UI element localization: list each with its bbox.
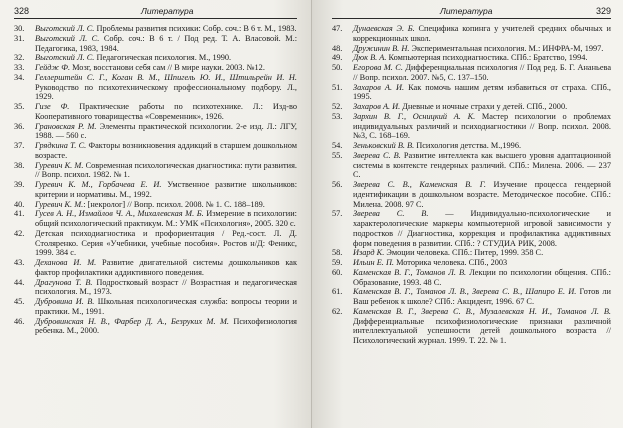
reference-text xyxy=(353,63,611,83)
reference-details: Психофизиология ребенка. М., 2000. xyxy=(35,316,297,336)
reference-item xyxy=(332,44,611,54)
reference-item xyxy=(14,122,297,142)
reference-details: Дневные и ночные страхи у детей. СПб., 2000. xyxy=(400,102,568,111)
reference-author: Гуревич К. М. xyxy=(35,199,84,209)
reference-item xyxy=(332,24,611,44)
reference-number: 42. xyxy=(14,228,25,238)
reference-item xyxy=(14,141,297,161)
reference-details: Детская психодиагностика и профориентация / Ред.-сост. Л. Д. Столяренко. Серия «Учебники, учебные пособия». Ростов н/Д: Феникс, 1999. 384 с. xyxy=(35,228,297,258)
reference-text xyxy=(35,24,297,34)
reference-item xyxy=(332,209,611,248)
reference-author: Геллерштейн С. Г., Коган В. М., Шпигель Ю. И., Штильрейн И. Н. xyxy=(35,72,297,82)
reference-text xyxy=(353,258,611,268)
reference-item xyxy=(14,200,297,210)
reference-details: Специфика копинга у учителей средних обычных и коррекционных школ. xyxy=(353,24,611,43)
reference-number: 56. xyxy=(332,180,343,189)
reference-item xyxy=(332,307,611,346)
reference-author: Грядкина Т. С. xyxy=(35,141,87,150)
reference-author: Зверева С. В. xyxy=(353,150,401,160)
reference-item xyxy=(14,161,297,181)
page-number: 328 xyxy=(14,6,30,16)
reference-number: 36. xyxy=(14,121,25,131)
reference-author: Захаров А. И. xyxy=(353,102,401,111)
reference-author: Зеньковский В. В. xyxy=(353,141,415,150)
reference-text xyxy=(35,258,297,278)
reference-number: 49. xyxy=(332,53,343,63)
reference-details: Школьная психологическая служба: вопросы теории и практики. М., 1991. xyxy=(35,297,297,316)
reference-text xyxy=(353,151,611,180)
reference-item xyxy=(14,34,297,54)
reference-details: Как помочь нашим детям избавиться от страха. СПб., 1995. xyxy=(353,82,611,102)
reference-number: 62. xyxy=(332,306,343,316)
right-page-header xyxy=(332,4,611,19)
reference-details: Психология детства. М.,1996. xyxy=(414,141,522,150)
reference-text xyxy=(353,44,611,54)
reference-number: 46. xyxy=(14,316,25,326)
reference-item xyxy=(14,317,297,337)
reference-number: 32. xyxy=(14,53,25,63)
reference-author: Гуревич К. М. xyxy=(35,160,84,170)
reference-number: 55. xyxy=(332,150,343,160)
reference-text xyxy=(353,287,611,307)
reference-author: Дюк В. А. xyxy=(353,53,387,63)
reference-number: 37. xyxy=(14,141,25,150)
reference-number: 43. xyxy=(14,258,25,267)
reference-item xyxy=(332,53,611,63)
reference-number: 41. xyxy=(14,209,25,219)
reference-text xyxy=(35,141,297,161)
reference-text xyxy=(35,53,297,63)
reference-author: Выготский Л. С. xyxy=(35,24,95,33)
reference-details: Измерение в психологии: общий психологический практикум. М.: УМК «Психология», 2005. 320 с. xyxy=(35,209,297,228)
reference-number: 45. xyxy=(14,297,25,306)
reference-author: Дубровинская Н. В., Фарбер Д. А., Безруких М. М. xyxy=(35,316,229,326)
reference-details: Готов ли Ваш ребенок к школе? СПб.: Акцидент, 1996. 67 С. xyxy=(353,287,611,306)
reference-number: 57. xyxy=(332,209,343,219)
reference-text xyxy=(353,24,611,44)
reference-item xyxy=(14,73,297,102)
reference-item xyxy=(14,258,297,278)
reference-item xyxy=(14,102,297,122)
running-title: Литература xyxy=(440,6,493,16)
reference-details: — Индивидуально-психологические и характерологические маркеры компьютерной игровой зависимости у подростков // Диагностика, коррекция и профилактика аддиктивных форм поведения в развитии. СПб.: ? СТУДИА РИК, 2008. xyxy=(353,209,611,248)
reference-author: Зверева С. В., Каменская В. Г. xyxy=(353,180,486,189)
reference-author: Егорова М. С. xyxy=(353,63,403,72)
reference-number: 44. xyxy=(14,277,25,287)
reference-details: Собр. соч.: В 6 т. / Под ред. Т. А. Власовой. М.: Педагогика, 1983, 1984. xyxy=(35,33,298,53)
reference-text xyxy=(35,278,297,298)
reference-details: Мозг, восстанови себя сам // В мире науки. 2003. №12. xyxy=(70,63,265,72)
reference-number: 40. xyxy=(14,199,25,209)
reference-text xyxy=(35,63,297,73)
reference-number: 58. xyxy=(332,248,343,258)
reference-number: 30. xyxy=(14,24,25,33)
left-page-header xyxy=(14,4,297,19)
reference-number: 48. xyxy=(332,43,343,53)
reference-item xyxy=(14,297,297,317)
page-number: 329 xyxy=(595,6,611,16)
reference-item xyxy=(14,209,297,229)
reference-item xyxy=(332,102,611,112)
running-title: Литература xyxy=(141,6,194,16)
reference-item xyxy=(332,258,611,268)
reference-details: Умственное развитие школьников: критерии и нормативы. М., 1992. xyxy=(35,180,297,199)
reference-number: 53. xyxy=(332,111,343,121)
reference-number: 31. xyxy=(14,33,25,43)
reference-text xyxy=(35,297,297,317)
reference-details: : [некролог] // Вопр. психол. 2008. № 1. С. 188–189. xyxy=(83,199,265,209)
reference-author: Выготский Л. С. xyxy=(35,53,95,63)
reference-text xyxy=(353,248,611,258)
reference-number: 34. xyxy=(14,72,25,82)
reference-text xyxy=(35,122,297,142)
right-page xyxy=(312,0,623,428)
reference-item xyxy=(332,268,611,288)
reference-details: Руководство по психотехническому профессиональному подбору. Л., 1929. xyxy=(35,82,297,102)
reference-number: 38. xyxy=(14,160,25,170)
reference-details: Компьютерная психодиагностика. СПб.: Братство, 1994. xyxy=(386,53,588,63)
reference-text xyxy=(353,102,611,112)
reference-details: Изучение процесса гендерной идентификации в дошкольном возрасте. Методическое пособие. СПб.: Милена. 2008. 97 С. xyxy=(353,180,611,209)
reference-number: 54. xyxy=(332,141,343,150)
reference-details: Элементы практической психологии. 2-е изд. Л.: ЛГУ, 1988. — 560 с. xyxy=(35,121,297,141)
reference-details: Мастер психологии о проблемах индивидуальных различий и психодиагностики // Вопр. психол. 2008. №3, С. 168–169. xyxy=(353,111,612,141)
reference-details: Факторы возникновения аддикций в старшем дошкольном возрасте. xyxy=(35,141,297,160)
reference-number: 61. xyxy=(332,287,343,297)
reference-text xyxy=(35,209,297,229)
reference-text xyxy=(35,229,297,258)
reference-details: Дифференциальные психофизиологические признаки различной интеллектуальной успешности детей дошкольного возраста // Психологический журнал. 1999. Т. 22. № 1. xyxy=(353,316,611,345)
reference-details: Эмоции человека. СПб.: Питер, 1999. 358 С. xyxy=(384,248,544,258)
reference-text xyxy=(35,34,297,54)
reference-details: Моторика человека. СПб., 2003 xyxy=(394,258,508,267)
reference-details: Педагогическая психология. М., 1990. xyxy=(94,53,232,63)
reference-author: Дунаевская Э. Б. xyxy=(353,24,415,33)
reference-author: Каменская В. Г., Томанов Л. В., Зверева С. В., Шапиро Е. И. xyxy=(353,287,577,297)
reference-author: Гуревич К. М., Горбачева Е. И. xyxy=(35,180,162,189)
reference-number: 47. xyxy=(332,24,343,33)
reference-number: 39. xyxy=(14,180,25,189)
reference-item xyxy=(14,24,297,34)
reference-author: Дубровина И. В. xyxy=(35,297,95,306)
reference-text xyxy=(353,268,611,288)
reference-item xyxy=(14,229,297,258)
reference-item xyxy=(332,83,611,103)
reference-text xyxy=(35,73,297,102)
reference-details: Проблемы развития психики: Собр. соч.: В 6 т. М., 1983. xyxy=(94,24,297,33)
reference-number: 59. xyxy=(332,258,343,267)
reference-author: Каменская В. Г., Зверева С. В., Музалевская Н. И., Томанов Л. В. xyxy=(353,306,611,316)
reference-details: Современная психологическая диагностика: пути развития. // Вопр. психол. 1982. № 1. xyxy=(35,160,297,180)
reference-text xyxy=(353,209,611,248)
reference-item xyxy=(14,53,297,63)
reference-author: Гизе Ф. xyxy=(35,102,70,111)
reference-item xyxy=(14,63,297,73)
reference-author: Гусев А. Н., Измайлов Ч. А., Михалевская М. Б. xyxy=(35,209,204,219)
reference-item xyxy=(332,151,611,180)
left-page xyxy=(0,0,311,428)
reference-item xyxy=(332,248,611,258)
reference-text xyxy=(353,112,611,141)
reference-list xyxy=(332,24,611,346)
reference-details: Дифференциальная психология // Под ред. Б. Г. Ананьева // Вопр. психол. 2007. №5, С. 137–150. xyxy=(353,63,611,82)
reference-text xyxy=(35,102,297,122)
reference-author: Ильин Е. П. xyxy=(353,258,395,267)
reference-author: Зархин В. Г., Осницкий А. К. xyxy=(353,111,476,121)
reference-details: Развитие интеллекта как высшего уровня адаптационной системы в контексте гендерных различий. СПб.: Милена. 2006. — 237 С. xyxy=(353,150,611,180)
reference-text xyxy=(353,53,611,63)
reference-item xyxy=(14,180,297,200)
reference-details: Экспериментальная психология. М.: ИНФРА-М, 1997. xyxy=(409,43,604,53)
reference-item xyxy=(332,141,611,151)
reference-item xyxy=(332,63,611,83)
reference-text xyxy=(35,200,297,210)
reference-text xyxy=(353,141,611,151)
reference-text xyxy=(353,307,611,346)
reference-author: Захаров А. И. xyxy=(353,82,405,92)
reference-text xyxy=(35,161,297,181)
reference-details: Практические работы по психотехнике. Л.: Изд-во Кооперативного товарищества «Современник», 1926. xyxy=(35,102,297,121)
reference-number: 60. xyxy=(332,267,343,277)
reference-number: 51. xyxy=(332,82,343,92)
reference-author: Каменская В. Г., Томанов Л. В. xyxy=(353,267,467,277)
reference-author: Деханова И. М. xyxy=(35,258,97,267)
reference-details: Развитие двигательной системы дошкольников как фактор профилактики аддиктивного поведения. xyxy=(35,258,297,277)
reference-item xyxy=(332,112,611,141)
reference-text xyxy=(35,317,297,337)
reference-item xyxy=(332,180,611,209)
reference-text xyxy=(35,180,297,200)
reference-number: 35. xyxy=(14,102,25,111)
reference-text xyxy=(353,83,611,103)
reference-author: Дружинин В. Н. xyxy=(353,43,410,53)
reference-author: Гейдж Ф. xyxy=(35,63,71,72)
reference-author: Драгунова Т. В. xyxy=(35,277,93,287)
reference-author: Грановская Р. М. xyxy=(35,121,97,131)
reference-details: Подростковый возраст // Возрастная и педагогическая психология. М., 1973. xyxy=(35,277,297,297)
reference-item xyxy=(14,278,297,298)
reference-item xyxy=(332,287,611,307)
reference-number: 33. xyxy=(14,63,25,72)
reference-list xyxy=(14,24,297,336)
reference-details: Лекции по психологии общения. СПб.: Образование, 1993. 48 С. xyxy=(353,267,611,287)
reference-author: Выготский Л. С. xyxy=(35,33,100,43)
reference-text xyxy=(353,180,611,209)
reference-author: Зверева С. В. xyxy=(353,209,429,219)
reference-author: Изард К. xyxy=(353,248,385,258)
reference-number: 50. xyxy=(332,63,343,72)
reference-number: 52. xyxy=(332,102,343,111)
